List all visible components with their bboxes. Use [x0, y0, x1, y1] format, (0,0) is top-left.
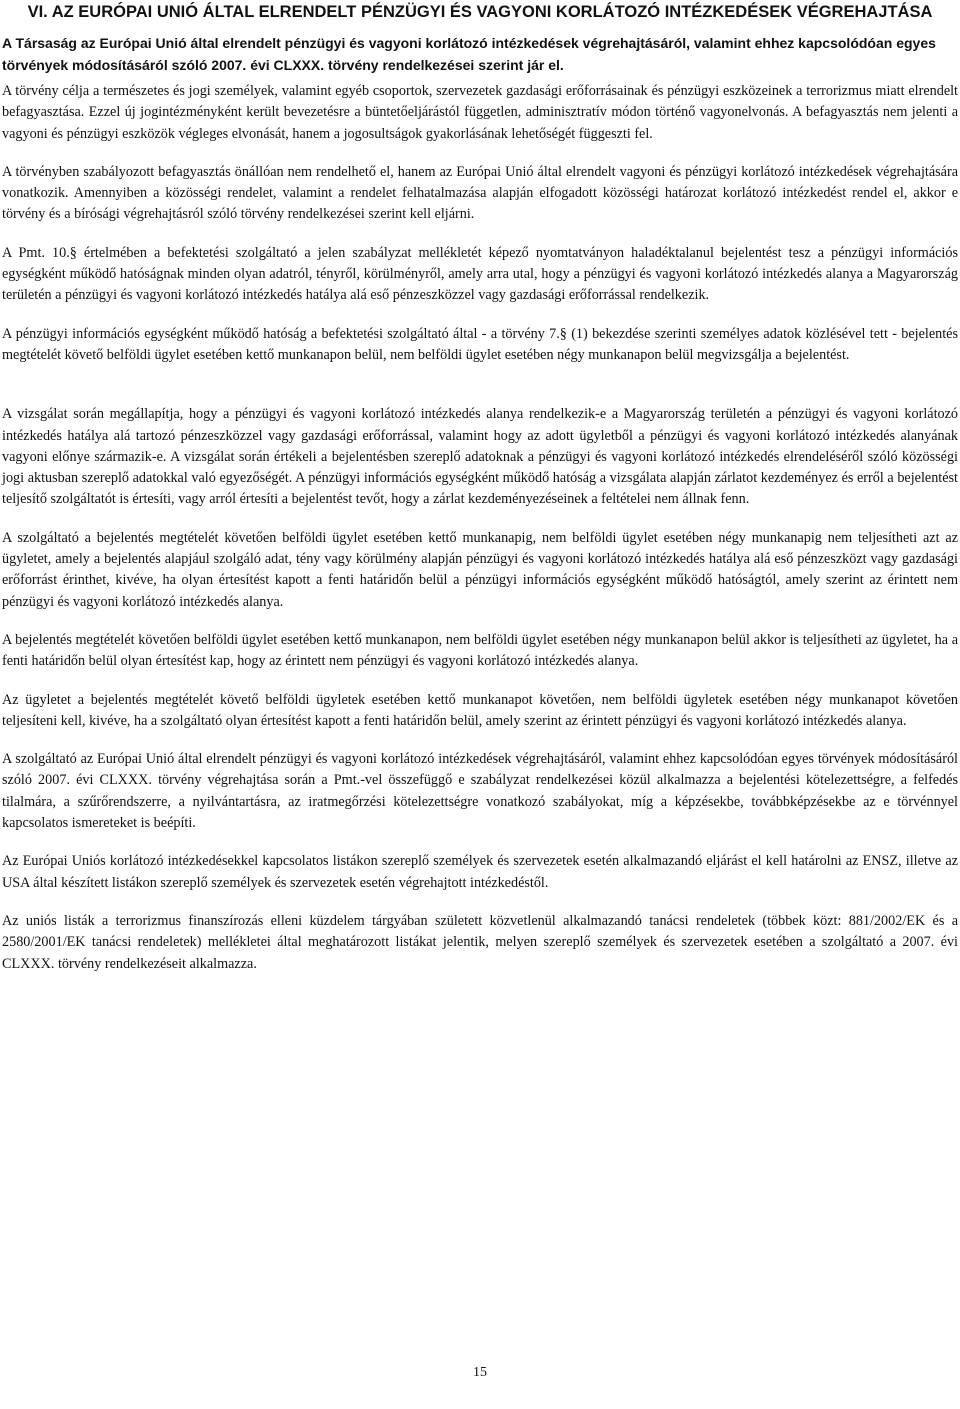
- paragraph-5: A vizsgálat során megállapítja, hogy a pénzügyi és vagyoni korlátozó intézkedés alanya rendelkezik-e a Magyarország területén a pénzügyi és vagyoni korlátozó intézkedés hatálya alá tartozó pénzeszközzel vagy gazdasági erőforrással, valamint hogy az adott ügyletből a pénzügyi és vagyoni korlátozó intézkedés alanyának vagyoni előnye származik-e. A vizsgálat során értékeli a bejelentésben szereplő adatoknak a pénzügyi és vagyoni korlátozó intézkedés elrendeléséről szóló közösségi jogi aktusban szereplő adatokkal való egyezőségét. A pénzügyi információs egységként működő hatóság a vizsgálata alapján zárlatot kezdeményez és erről a bejelentést teljesítő szolgáltatót is értesíti, vagy arról értesíti a bejelentést tevőt, hogy a zárlat kezdeményezéseinek a feltételei nem állnak fenn.: [2, 406, 958, 508]
- paragraph-3: A Pmt. 10.§ értelmében a befektetési szolgáltató a jelen szabályzat mellékletét képező nyomtatványon haladéktalanul bejelentést tesz a pénzügyi információs egységként működő hatóságnak minden olyan adatról, tényről, körülményről, amely arra utal, hogy a pénzügyi és vagyoni korlátozó intézkedés alanya a Magyarország területén a pénzügyi és vagyoni korlátozó intézkedés hatálya alá eső pénzeszközzel vagy gazdasági erőforrással rendelkezik.: [2, 244, 958, 304]
- paragraph-6: A szolgáltató a bejelentés megtételét követően belföldi ügylet esetében kettő munkanapig, nem belföldi ügylet esetében négy munkanapig nem teljesítheti azt az ügyletet, amely a bejelentés alapjául szolgáló adat, tény vagy körülmény alapján pénzügyi és vagyoni korlátozó intézkedés hatálya alá eső pénzeszközt vagy gazdasági erőforrást érinthet, kivéve, ha olyan értesítést kapott a fenti határidőn belül a pénzügyi információs egységként működő hatóságtól, amely szerint az érintett nem pénzügyi és vagyoni korlátozó intézkedés alanya.: [2, 529, 958, 610]
- page-number: 15: [473, 1365, 487, 1380]
- paragraph-10: Az Európai Uniós korlátozó intézkedésekkel kapcsolatos listákon szereplő személyek és szervezetek esetén alkalmazandó eljárást el kell határolni az ENSZ, illetve az USA által készített listákon szereplő személyek és szervezetek esetén végrehajtott intézkedéstől.: [2, 853, 958, 891]
- section-title: VI. AZ EURÓPAI UNIÓ ÁLTAL ELRENDELT PÉNZÜGYI ÉS VAGYONI KORLÁTOZÓ INTÉZKEDÉSEK VÉGREHAJTÁSA: [27, 3, 933, 21]
- paragraph-7: A bejelentés megtételét követően belföldi ügylet esetében kettő munkanapon, nem belföldi ügylet esetében négy munkanapon belül akkor is teljesítheti az ügyletet, ha a fenti határidőn belül olyan értesítést kap, hogy az érintett nem pénzügyi és vagyoni korlátozó intézkedés alanya.: [2, 631, 958, 670]
- paragraph-4: A pénzügyi információs egységként működő hatóság a befektetési szolgáltató által - a törvény 7.§ (1) bekezdése szerinti személyes adatok közlésével tett - bejelentés megtételét követő belföldi ügylet esetében kettő munkanapon belül, nem belföldi ügylet esetében négy munkanapon belül megvizsgálja a bejelentést.: [2, 325, 958, 363]
- lead-paragraph: A Társaság az Európai Unió által elrendelt pénzügyi és vagyoni korlátozó intézkedések végrehajtásáról, valamint ehhez kapcsolódóan egyes törvények módosításáról szóló 2007. évi CLXXX. törvény rendelkezései szerint jár el.: [2, 35, 936, 73]
- paragraph-9: A szolgáltató az Európai Unió által elrendelt pénzügyi és vagyoni korlátozó intézkedések végrehajtásáról, valamint ehhez kapcsolódóan egyes törvények módosításáról szóló 2007. évi CLXXX. törvény végrehajtása során a Pmt.-vel összefüggő e szabályzat rendelkezései közül alkalmazza a bejelentési kötelezettségre, a felfedés tilalmára, a szűrőrendszerre, a nyilvántartásra, az iratmegőrzési kötelezettségre vonatkozó szabályokat, míg a képzésekbe, továbbképzésekbe az e törvénnyel kapcsolatos ismereteket is beépíti.: [2, 751, 958, 832]
- paragraph-1: A törvény célja a természetes és jogi személyek, valamint egyéb csoportok, szervezetek gazdasági erőforrásainak és pénzügyi eszközeinek a terrorizmus miatt elrendelt befagyasztása. Ezzel új jogintézményként került bevezetésre a büntetőeljárástól független, adminisztratív módon történő vagyonelvonás. A befagyasztás nem jelenti a vagyoni és pénzügyi eszközök végleges elvonását, hanem a jogosultságok gyakorlásának lehetőségét függeszti fel.: [2, 83, 958, 142]
- paragraph-2: A törvényben szabályozott befagyasztás önállóan nem rendelhető el, hanem az Európai Unió által elrendelt vagyoni és pénzügyi korlátozó intézkedések végrehajtására vonatkozik. Amennyiben a közösségi rendelet, valamint a rendelet felhatalmazása alapján elfogadott közösségi határozat korlátozó intézkedést rendel el, akkor e törvény és a bírósági végrehajtásról szóló törvény rendelkezései szerint kell eljárni.: [2, 163, 958, 223]
- paragraph-11: Az uniós listák a terrorizmus finanszírozás elleni küzdelem tárgyában született közvetlenül alkalmazandó tanácsi rendeletek (többek közt: 881/2002/EK és a 2580/2001/EK tanácsi rendeletek) mellékletei által meghatározott listákat jelentik, melyen szereplő személyek és szervezetek esetében a szolgáltató a 2007. évi CLXXX. törvény rendelkezéseit alkalmazza.: [2, 912, 958, 972]
- paragraph-8: Az ügyletet a bejelentés megtételét követő belföldi ügyletek esetében kettő munkanapot követően, nem belföldi ügyletek esetében négy munkanapot követően teljesíteni kell, kivéve, ha a szolgáltató olyan értesítést kapott a fenti határidőn belül, amely szerint az érintett pénzügyi és vagyoni korlátozó intézkedés alanya.: [2, 691, 958, 729]
